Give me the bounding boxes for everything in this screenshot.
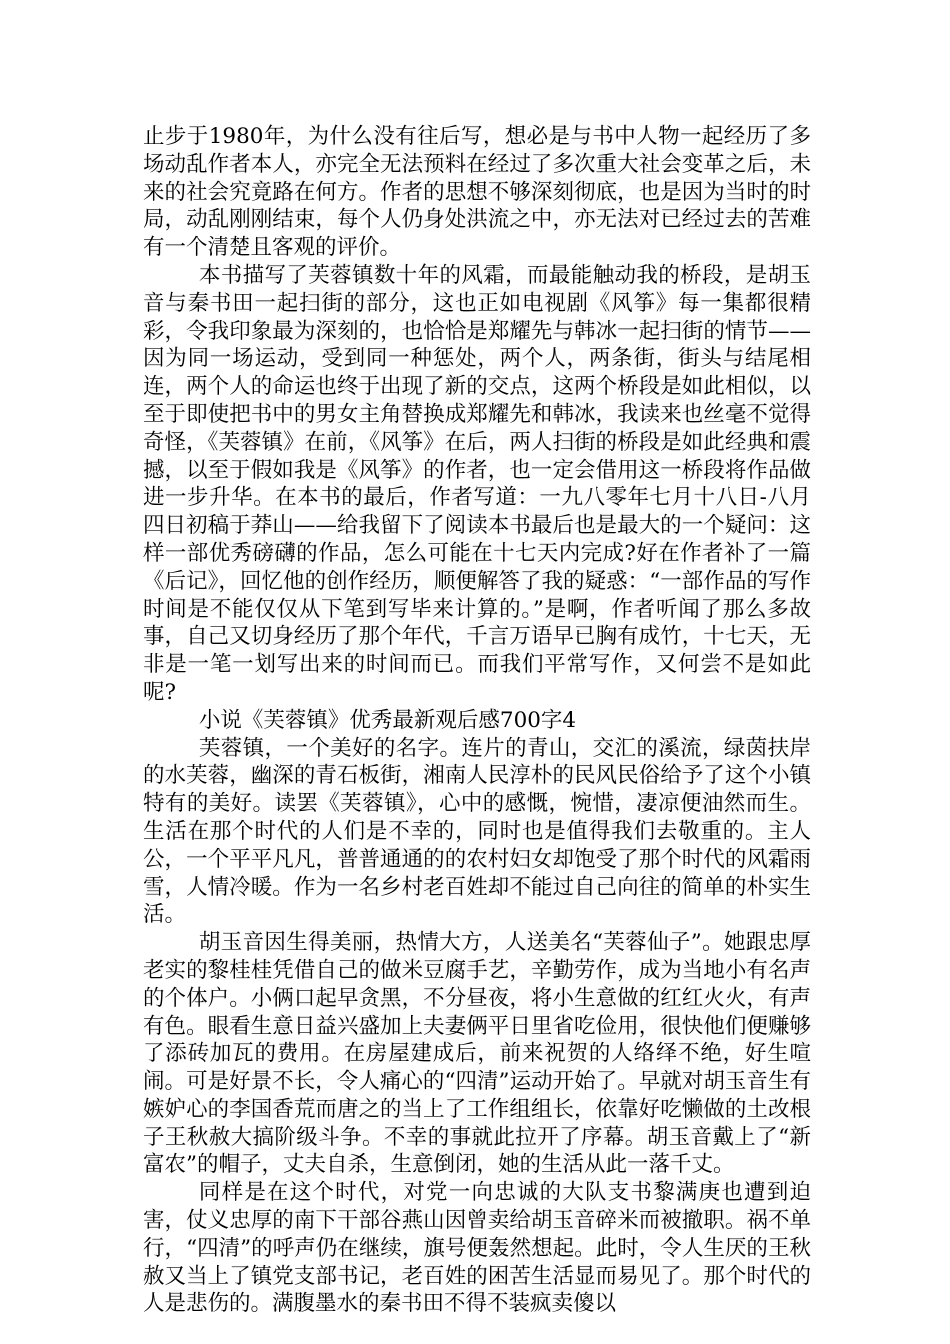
section-heading: 小说《芙蓉镇》优秀最新观后感700字4 [198,707,577,733]
document-body [143,123,811,1318]
paragraph-3: 芙蓉镇，一个美好的名字。连片的青山，交汇的溪流，绿茵扶岸的水芙蓉，幽深的青石板街，湘南人民淳朴的民风民俗给予了这个小镇特有的美好。读罢《芙蓉镇》，心中的感慨，惋惜，凄凉便油然而生。生活在那个时代的人们是不幸的，同时也是值得我们去敬重的。主人公，一个平平凡凡，普普通通的的农村妇女却饱受了那个时代的风霜雨雪，人情冷暖。作为一名乡村老百姓却不能过自己向往的简单的朴实生活。 [143,735,811,928]
paragraph-1: 止步于1980年，为什么没有往后写，想必是与书中人物一起经历了多场动乱作者本人，亦完全无法预料在经过了多次重大社会变革之后，未来的社会究竟路在何方。作者的思想不够深刻彻底，也是因为当时的时局，动乱刚刚结束，每个人仍身处洪流之中，亦无法对已经过去的苦难有一个清楚且客观的评价。 [143,124,811,261]
paragraph-4: 胡玉音因生得美丽，热情大方，人送美名“芙蓉仙子”。她跟忠厚老实的黎桂桂凭借自己的做米豆腐手艺，辛勤劳作，成为当地小有名声的个体户。小俩口起早贪黑，不分昼夜，将小生意做的红红火火，有声有色。眼看生意日益兴盛加上夫妻俩平日里省吃俭用，很快他们便赚够了添砖加瓦的费用。在房屋建成后，前来祝贺的人络绎不绝，好生喧闹。可是好景不长，令人痛心的“四清”运动开始了。早就对胡玉音生有嫉妒心的李国香荒而唐之的当上了工作组组长，依靠好吃懒做的土改根子王秋赦大搞阶级斗争。不幸的事就此拉开了序幕。胡玉音戴上了“新富农”的帽子，丈夫自杀，生意倒闭，她的生活从此一落千丈。 [143,930,811,1178]
paragraph-2: 本书描写了芙蓉镇数十年的风霜，而最能触动我的桥段，是胡玉音与秦书田一起扫街的部分，这也正如电视剧《风筝》每一集都很精彩，令我印象最为深刻的，也恰恰是郑耀先与韩冰一起扫街的情节——因为同一场运动，受到同一种惩处，两个人，两条街，街头与结尾相连，两个人的命运也终于出现了新的交点，这两个桥段是如此相似，以至于即使把书中的男女主角替换成郑耀先和韩冰，我读来也丝毫不觉得奇怪，《芙蓉镇》在前，《风筝》在后，两人扫街的桥段是如此经典和震撼，以至于假如我是《风筝》的作者，也一定会借用这一桥段将作品做进一步升华。在本书的最后，作者写道：一九八零年七月十八日-八月四日初稿于莽山——给我留下了阅读本书最后也是最大的一个疑问：这样一部优秀磅礴的作品，怎么可能在十七天内完成?好在作者补了一篇《后记》，回忆他的创作经历，顺便解答了我的疑惑：“一部作品的写作时间是不能仅仅从下笔到写毕来计算的。”是啊，作者听闻了那么多故事，自己又切身经历了那个年代，千言万语早已胸有成竹，十七天，无非是一笔一划写出来的时间而已。而我们平常写作，又何尝不是如此呢? [143,262,811,705]
paragraph-5: 同样是在这个时代，对党一向忠诚的大队支书黎满庚也遭到迫害，仗义忠厚的南下干部谷燕山因曾卖给胡玉音碎米而被撤职。祸不单行，“四清”的呼声仍在继续，旗号便轰然想起。此时，令人生厌的王秋赦又当上了镇党支部书记，老百姓的困苦生活显而易见了。那个时代的人是悲伤的。满腹墨水的秦书田不得不装疯卖傻以 [143,1180,811,1317]
